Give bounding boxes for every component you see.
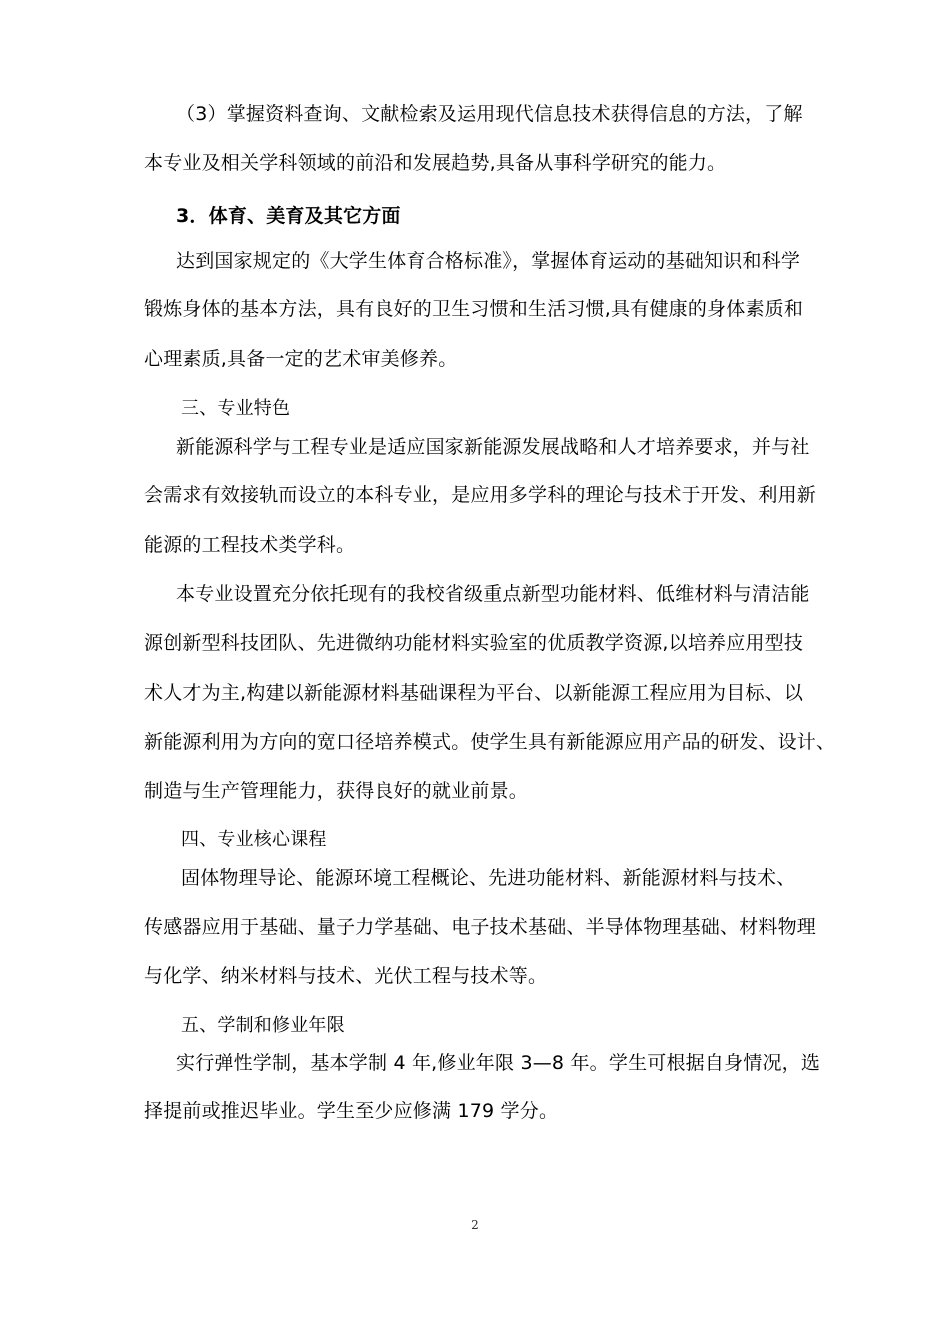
paragraph-line: 本专业设置充分依托现有的我校省级重点新型功能材料、低维材料与清洁能	[176, 583, 810, 605]
paragraph-line: 心理素质,具备一定的艺术审美修养。	[144, 348, 458, 370]
page-number: 2	[471, 1218, 479, 1232]
paragraph-line: 固体物理导论、能源环境工程概论、先进功能材料、新能源材料与技术、	[181, 867, 796, 889]
paragraph-line: 术人才为主,构建以新能源材料基础课程为平台、以新能源工程应用为目标、以	[144, 682, 804, 704]
paragraph-line: 制造与生产管理能力，获得良好的就业前景。	[144, 780, 529, 802]
paragraph-line: 新能源利用为方向的宽口径培养模式。使学生具有新能源应用产品的研发、设计、	[144, 731, 836, 753]
paragraph-line: 会需求有效接轨而设立的本科专业，是应用多学科的理论与技术于开发、利用新	[144, 484, 817, 506]
paragraph-line: 能源的工程技术类学科。	[144, 534, 356, 556]
section-heading: 五、学制和修业年限	[181, 1015, 345, 1036]
paragraph-line: 本专业及相关学科领域的前沿和发展趋势,具备从事科学研究的能力。	[144, 152, 727, 174]
paragraph-line: 与化学、纳米材料与技术、光伏工程与技术等。	[144, 965, 548, 987]
section-heading: 四、专业核心课程	[181, 829, 327, 850]
section-heading: 三、专业特色	[181, 398, 291, 419]
paragraph-line: 源创新型科技团队、先进微纳功能材料实验室的优质教学资源,以培养应用型技	[144, 632, 804, 654]
paragraph-line: 新能源科学与工程专业是适应国家新能源发展战略和人才培养要求，并与社	[176, 436, 810, 458]
paragraph-line: 择提前或推迟毕业。学生至少应修满 179 学分。	[144, 1100, 559, 1122]
paragraph-line: 锻炼身体的基本方法，具有良好的卫生习惯和生活习惯,具有健康的身体素质和	[144, 298, 804, 320]
subsection-heading: 3．体育、美育及其它方面	[176, 205, 401, 227]
paragraph-line: 实行弹性学制，基本学制 4 年,修业年限 3—8 年。学生可根据自身情况，选	[176, 1052, 821, 1074]
paragraph-line: 达到国家规定的《大学生体育合格标准》，掌握体育运动的基础知识和科学	[176, 250, 801, 272]
paragraph-line: （3）掌握资料查询、文献检索及运用现代信息技术获得信息的方法，了解	[176, 103, 803, 125]
paragraph-line: 传感器应用于基础、量子力学基础、电子技术基础、半导体物理基础、材料物理	[144, 916, 817, 938]
